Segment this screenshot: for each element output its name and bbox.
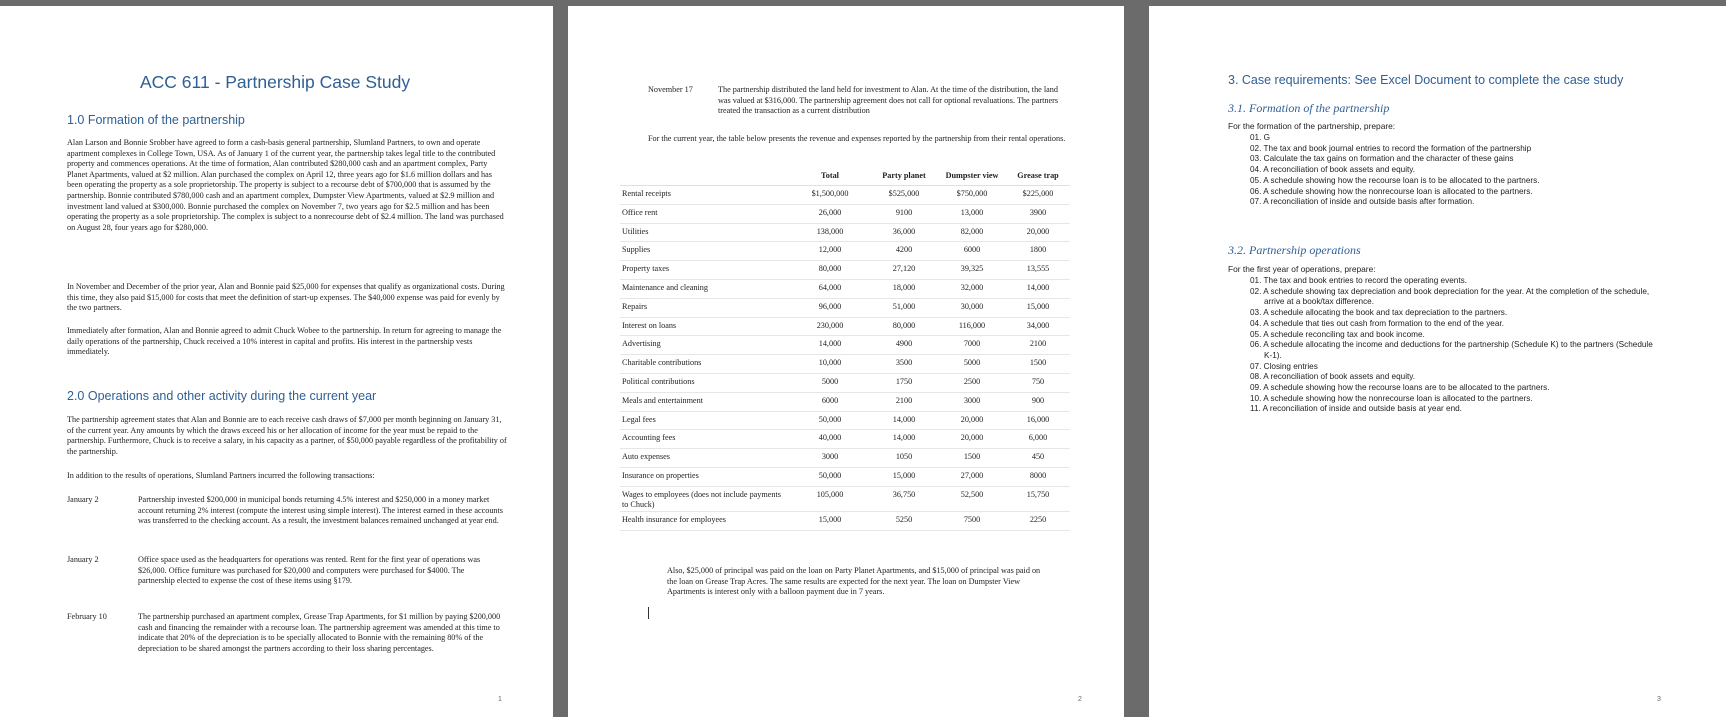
party-planet-cell: 1750 (870, 373, 938, 392)
total-cell: 40,000 (790, 430, 870, 449)
grease-trap-cell: 16,000 (1006, 411, 1070, 430)
party-planet-cell: 4900 (870, 336, 938, 355)
requirement-item: 06. A schedule showing how the nonrecourse loan is allocated to the partners. (1250, 186, 1533, 196)
grease-trap-cell: 15,750 (1006, 486, 1070, 511)
total-cell: 12,000 (790, 242, 870, 261)
party-planet-cell: 27,120 (870, 261, 938, 280)
requirement-item: 02. The tax and book journal entries to record the formation of the partnership (1250, 143, 1532, 153)
row-label: Wages to employees (does not include payments to Chuck) (620, 486, 790, 511)
column-header: Total (790, 169, 870, 186)
table-row (620, 486, 1070, 511)
requirement-item: 07. Closing entries (1250, 361, 1318, 371)
dumpster-view-cell: 7500 (938, 511, 1006, 530)
row-label: Insurance on properties (620, 467, 790, 486)
formation-prepare-intro: For the formation of the partnership, prepare: (1228, 121, 1396, 131)
party-planet-cell: $525,000 (870, 186, 938, 205)
dumpster-view-cell: 7000 (938, 336, 1006, 355)
page-number: 2 (1078, 696, 1082, 703)
total-cell: 6000 (790, 392, 870, 411)
grease-trap-cell: 900 (1006, 392, 1070, 411)
row-label: Maintenance and cleaning (620, 279, 790, 298)
transaction-date: January 2 (67, 495, 99, 504)
table-row (620, 355, 1070, 374)
page-number: 3 (1657, 696, 1661, 703)
table-row (620, 511, 1070, 530)
grease-trap-cell: 750 (1006, 373, 1070, 392)
grease-trap-cell: $225,000 (1006, 186, 1070, 205)
operations-requirements-list (1228, 276, 1658, 415)
party-planet-cell: 36,000 (870, 223, 938, 242)
requirement-item: 03. A schedule allocating the book and tax depreciation to the partners. (1250, 308, 1508, 318)
dumpster-view-cell: 20,000 (938, 430, 1006, 449)
requirement-item: 11. A reconciliation of inside and outside basis at year end. (1250, 404, 1462, 414)
total-cell: 105,000 (790, 486, 870, 511)
table-row (620, 223, 1070, 242)
column-header (620, 169, 790, 186)
requirement-item: 05. A schedule reconciling tax and book income. (1250, 329, 1425, 339)
dumpster-view-cell: 13,000 (938, 204, 1006, 223)
table-row (620, 392, 1070, 411)
table-row (620, 186, 1070, 205)
total-cell: 15,000 (790, 511, 870, 530)
section-heading-formation: 1.0 Formation of the partnership (67, 113, 245, 127)
dumpster-view-cell: 52,500 (938, 486, 1006, 511)
requirement-item: 02. A schedule showing tax depreciation and book depreciation for the year. At the completion of the schedule, arrive at a book/tax difference. (1250, 286, 1650, 307)
draws-paragraph: The partnership agreement states that Alan and Bonnie are to each receive cash draws of $7,000 per month beginning on January 31, of the current year. Any amounts by which the draws exceed his or her allocation of income for the year must be repaid to the partnership. Furthermore, Chuck is to receive a salary, in his capacity as a partner, of $50,000 payable regardless of the profitability of the partnership. (67, 415, 507, 456)
party-planet-cell: 9100 (870, 204, 938, 223)
grease-trap-cell: 15,000 (1006, 298, 1070, 317)
dumpster-view-cell: 1500 (938, 449, 1006, 468)
document-page-2 (568, 6, 1124, 717)
dumpster-view-cell: 116,000 (938, 317, 1006, 336)
requirement-item: 01. The tax and book entries to record the operating events. (1250, 276, 1467, 285)
grease-trap-cell: 2250 (1006, 511, 1070, 530)
party-planet-cell: 14,000 (870, 430, 938, 449)
subheading-operations: 3.2. Partnership operations (1228, 243, 1361, 257)
party-planet-cell: 4200 (870, 242, 938, 261)
dumpster-view-cell: 6000 (938, 242, 1006, 261)
document-page-1 (0, 6, 553, 717)
table-row (620, 336, 1070, 355)
row-label: Meals and entertainment (620, 392, 790, 411)
row-label: Political contributions (620, 373, 790, 392)
transaction-date: November 17 (648, 85, 693, 94)
page-number: 1 (498, 696, 502, 703)
grease-trap-cell: 14,000 (1006, 279, 1070, 298)
transaction-description: Partnership invested $200,000 in municipal bonds returning 4.5% interest and $250,000 in a money market account returning 2% interest (compute the interest using simple interest). The interest earned in these accounts was transferred to the checking account. As a result, the investment balances remained unchanged at year end. (138, 495, 503, 526)
requirement-item: 06. A schedule allocating the income and deductions for the partnership (Schedule K) to the partners (Schedule K-1). (1250, 340, 1653, 360)
party-planet-cell: 18,000 (870, 279, 938, 298)
document-page-3 (1149, 6, 1726, 717)
total-cell: 138,000 (790, 223, 870, 242)
party-planet-cell: 2100 (870, 392, 938, 411)
requirement-item: 08. A reconciliation of book assets and equity. (1250, 372, 1416, 382)
transactions-intro: In addition to the results of operations, Slumland Partners incurred the following transactions: (67, 471, 375, 480)
transaction-description: The partnership distributed the land held for investment to Alan. At the time of the distribution, the land was valued at $316,000. The partnership agreement does not call for optional revaluations. The partners treated the transaction as a current distribution (718, 85, 1059, 116)
table-row (620, 261, 1070, 280)
table-row (620, 317, 1070, 336)
table-row (620, 298, 1070, 317)
total-cell: 5000 (790, 373, 870, 392)
requirement-item: 04. A reconciliation of book assets and equity. (1250, 165, 1416, 175)
section-heading-operations: 2.0 Operations and other activity during the current year (67, 389, 377, 403)
transaction-description: Office space used as the headquarters for operations was rented. Rent for the first year of operations was $26,000. Office furniture was purchased for $20,000 and computers were purchased for $4000. The partnership elected to expense the cost of these items using §179. (138, 555, 481, 586)
grease-trap-cell: 1800 (1006, 242, 1070, 261)
grease-trap-cell: 20,000 (1006, 223, 1070, 242)
total-cell: 3000 (790, 449, 870, 468)
table-row (620, 373, 1070, 392)
party-planet-cell: 36,750 (870, 486, 938, 511)
grease-trap-cell: 13,555 (1006, 261, 1070, 280)
dumpster-view-cell: 2500 (938, 373, 1006, 392)
admission-paragraph: Immediately after formation, Alan and Bonnie agreed to admit Chuck Wobee to the partnership. In return for agreeing to manage the daily operations of the partnership, Chuck received a 10% interest in capital and profits. His interest in the partnership vests immediately. (67, 326, 502, 357)
formation-paragraph: Alan Larson and Bonnie Srobber have agreed to form a cash-basis general partnership, Slumland Partners, to own and operate apartment complexes in College Town, USA. As of January 1 of the current year, the partnership takes legal title to the contributed property and commences operations. At the time of formation, Alan contributed $280,000 cash and an apartment complex, Party Planet Apartments, valued at $2 million. Alan purchased the complex on April 12, three years ago for $1.6 million dollars and has been operating the property as a sole proprietorship. The property is subject to a recourse debt of $700,000 that is assumed by the partnership. Bonnie contributed $780,000 cash and an apartment complex, Dumpster View Apartments, valued at $2.9 million and investment land valued at $300,000. Bonnie purchased the complex on November 7, two years ago for $2.5 million and has been operating the property as a sole proprietorship. The complex is subject to a nonrecourse debt of $2.4 million. The land was purchased on August 28, four years ago for $280,000. (67, 138, 504, 232)
row-label: Advertising (620, 336, 790, 355)
row-label: Supplies (620, 242, 790, 261)
transaction-description: The partnership purchased an apartment complex, Grease Trap Apartments, for $1 million by paying $200,000 cash and financing the remainder with a recourse loan. The partnership agreement was amended at this time to indicate that 20% of the depreciation is to be specially allocated to Bonnie with the remaining 80% of the depreciation to be shared amongst the partners according to their loss sharing percentages. (138, 612, 501, 653)
dumpster-view-cell: 82,000 (938, 223, 1006, 242)
document-title: ACC 611 - Partnership Case Study (140, 72, 411, 92)
requirement-item: 09. A schedule showing how the recourse loans are to be allocated to the partners. (1250, 383, 1550, 393)
total-cell: 96,000 (790, 298, 870, 317)
row-label: Auto expenses (620, 449, 790, 468)
table-row (620, 430, 1070, 449)
dumpster-view-cell: 3000 (938, 392, 1006, 411)
table-row (620, 449, 1070, 468)
party-planet-cell: 14,000 (870, 411, 938, 430)
row-label: Utilities (620, 223, 790, 242)
row-label: Legal fees (620, 411, 790, 430)
grease-trap-cell: 2100 (1006, 336, 1070, 355)
dumpster-view-cell: 39,325 (938, 261, 1006, 280)
requirements-heading: 3. Case requirements: See Excel Document to complete the case study (1228, 73, 1624, 87)
dumpster-view-cell: 27,000 (938, 467, 1006, 486)
row-label: Office rent (620, 204, 790, 223)
total-cell: 230,000 (790, 317, 870, 336)
transaction-date: January 2 (67, 555, 99, 564)
formation-requirements-list (1228, 133, 1658, 208)
row-label: Property taxes (620, 261, 790, 280)
grease-trap-cell: 3900 (1006, 204, 1070, 223)
table-header-row (620, 169, 1070, 186)
dumpster-view-cell: 5000 (938, 355, 1006, 374)
party-planet-cell: 5250 (870, 511, 938, 530)
dumpster-view-cell: 30,000 (938, 298, 1006, 317)
dumpster-view-cell: $750,000 (938, 186, 1006, 205)
requirement-item: 10. A schedule showing how the nonrecourse loan is allocated to the partners. (1250, 393, 1533, 403)
operations-prepare-intro: For the first year of operations, prepare: (1228, 264, 1376, 274)
grease-trap-cell: 6,000 (1006, 430, 1070, 449)
table-row (620, 242, 1070, 261)
table-row (620, 411, 1070, 430)
column-header: Dumpster view (938, 169, 1006, 186)
transaction-date: February 10 (67, 612, 107, 621)
total-cell: 80,000 (790, 261, 870, 280)
row-label: Rental receipts (620, 186, 790, 205)
requirement-item: 04. A schedule that ties out cash from formation to the end of the year. (1250, 318, 1504, 328)
grease-trap-cell: 8000 (1006, 467, 1070, 486)
row-label: Repairs (620, 298, 790, 317)
requirement-item: 01. G (1250, 133, 1271, 142)
total-cell: $1,500,000 (790, 186, 870, 205)
dumpster-view-cell: 32,000 (938, 279, 1006, 298)
text-cursor (648, 607, 649, 619)
table-row (620, 279, 1070, 298)
requirement-item: 07. A reconciliation of inside and outside basis after formation. (1250, 197, 1475, 207)
total-cell: 50,000 (790, 467, 870, 486)
total-cell: 50,000 (790, 411, 870, 430)
organizational-costs-paragraph: In November and December of the prior year, Alan and Bonnie paid $25,000 for expenses that qualify as organizational costs. During this time, they also paid $15,000 for costs that meet the definition of start-up expenses. The $40,000 expense was paid for evenly by the two partners. (67, 282, 505, 313)
total-cell: 64,000 (790, 279, 870, 298)
total-cell: 26,000 (790, 204, 870, 223)
grease-trap-cell: 34,000 (1006, 317, 1070, 336)
row-label: Health insurance for employees (620, 511, 790, 530)
row-label: Charitable contributions (620, 355, 790, 374)
total-cell: 14,000 (790, 336, 870, 355)
grease-trap-cell: 450 (1006, 449, 1070, 468)
total-cell: 10,000 (790, 355, 870, 374)
revenue-expense-table (620, 169, 1070, 531)
column-header: Party planet (870, 169, 938, 186)
table-intro: For the current year, the table below presents the revenue and expenses reported by the partnership from their rental operations. (648, 134, 1066, 143)
row-label: Accounting fees (620, 430, 790, 449)
requirement-item: 05. A schedule showing how the recourse loan is to be allocated to the partners. (1250, 175, 1540, 185)
row-label: Interest on loans (620, 317, 790, 336)
party-planet-cell: 1050 (870, 449, 938, 468)
party-planet-cell: 51,000 (870, 298, 938, 317)
principal-payments-note: Also, $25,000 of principal was paid on the loan on Party Planet Apartments, and $15,000 of principal was paid on the loan on Grease Trap Acres. The same results are expected for the next year. The loan on Dumpster View Apartments is interest only with a balloon payment due in 7 years. (667, 566, 1041, 597)
dumpster-view-cell: 20,000 (938, 411, 1006, 430)
party-planet-cell: 3500 (870, 355, 938, 374)
party-planet-cell: 15,000 (870, 467, 938, 486)
requirement-item: 03. Calculate the tax gains on formation and the character of these gains (1250, 154, 1514, 164)
table-row (620, 467, 1070, 486)
grease-trap-cell: 1500 (1006, 355, 1070, 374)
column-header: Grease trap (1006, 169, 1070, 186)
table-row (620, 204, 1070, 223)
subheading-formation: 3.1. Formation of the partnership (1228, 101, 1390, 115)
party-planet-cell: 80,000 (870, 317, 938, 336)
